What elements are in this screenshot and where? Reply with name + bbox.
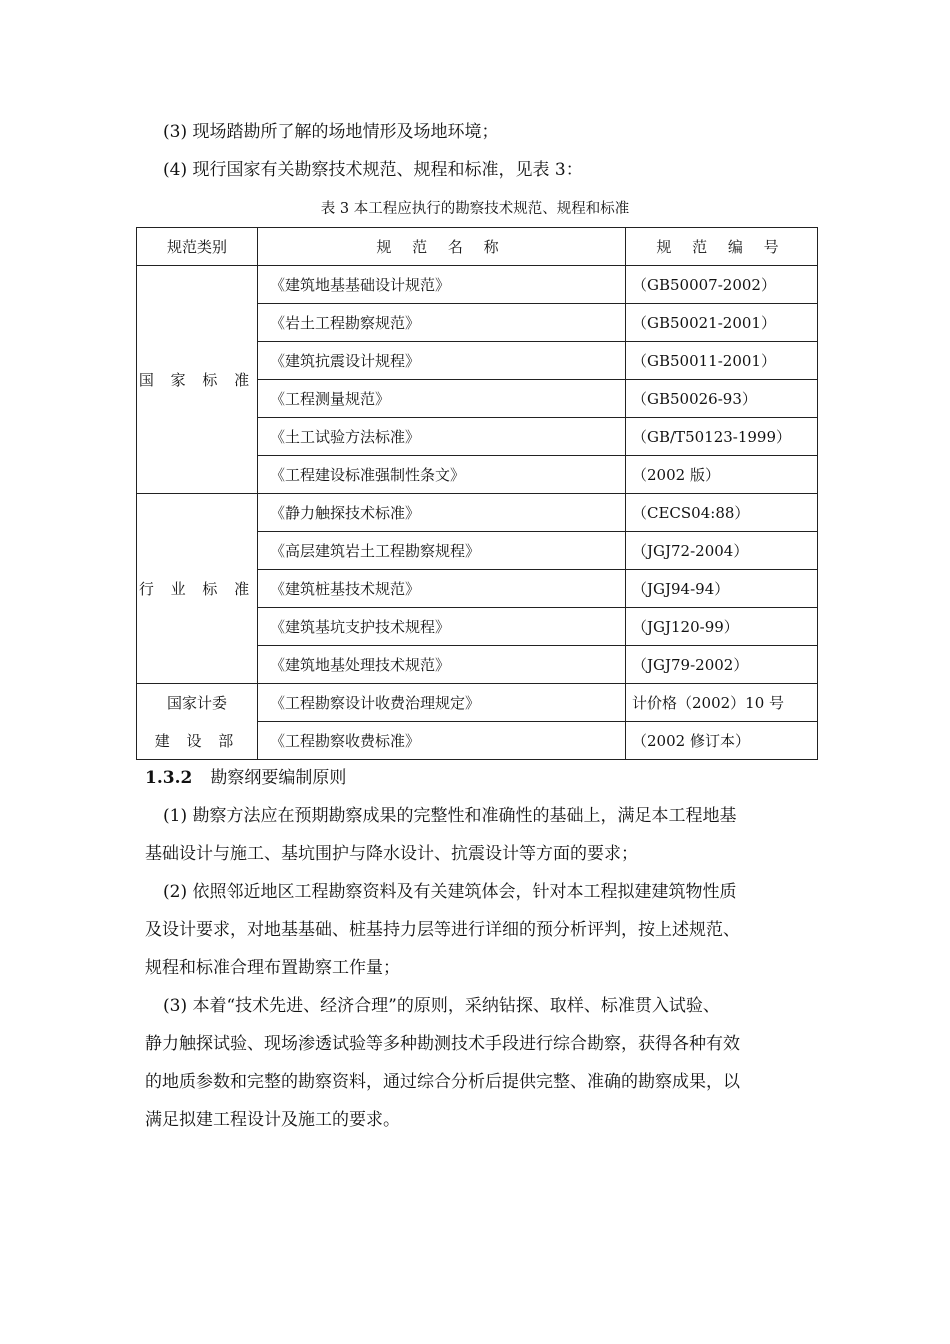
table-row	[137, 494, 818, 532]
section-number: 1.3.2	[145, 768, 193, 788]
category-planning-commission: 国家计委	[137, 684, 258, 722]
table-row	[137, 266, 818, 304]
standard-name: 《土工试验方法标准》	[258, 418, 626, 456]
category-construction-ministry: 建 设 部	[137, 722, 258, 760]
standard-name: 《建筑抗震设计规程》	[258, 342, 626, 380]
standard-name: 《建筑地基处理技术规范》	[258, 646, 626, 684]
standard-name: 《建筑地基基础设计规范》	[258, 266, 626, 304]
category-industry: 行 业 标 准	[137, 494, 258, 684]
principle-1-line-2: 基础设计与施工、基坑围护与降水设计、抗震设计等方面的要求；	[145, 844, 638, 864]
standard-code: 计价格（2002）10 号	[626, 684, 818, 722]
principle-3-line-1: (3) 本着“技术先进、经济合理”的原则，采纳钻探、取样、标准贯入试验、	[163, 996, 720, 1016]
standard-name: 《工程建设标准强制性条文》	[258, 456, 626, 494]
principle-3-line-4: 满足拟建工程设计及施工的要求。	[145, 1110, 400, 1130]
header-category: 规范类别	[137, 228, 258, 266]
standard-code: （GB50026-93）	[626, 380, 818, 418]
intro-item-4: (4) 现行国家有关勘察技术规范、规程和标准，见表 3：	[163, 160, 583, 180]
principle-1-line-1: (1) 勘察方法应在预期勘察成果的完整性和准确性的基础上，满足本工程地基	[163, 806, 737, 826]
principle-3-line-3: 的地质参数和完整的勘察资料，通过综合分析后提供完整、准确的勘察成果，以	[145, 1072, 740, 1092]
principle-2-line-1: (2) 依照邻近地区工程勘察资料及有关建筑体会，针对本工程拟建建筑物性质	[163, 882, 737, 902]
standard-name: 《工程勘察设计收费治理规定》	[258, 684, 626, 722]
principle-2-line-2: 及设计要求，对地基基础、桩基持力层等进行详细的预分析评判，按上述规范、	[145, 920, 740, 940]
category-national: 国 家 标 准	[137, 266, 258, 494]
standard-code: （GB50011-2001）	[626, 342, 818, 380]
standard-name: 《建筑桩基技术规范》	[258, 570, 626, 608]
standard-name: 《岩土工程勘察规范》	[258, 304, 626, 342]
table-caption: 表 3 本工程应执行的勘察技术规范、规程和标准	[320, 201, 630, 217]
standard-code: （JGJ94-94）	[626, 570, 818, 608]
section-heading	[145, 760, 810, 797]
table-row	[137, 684, 818, 722]
standard-code: （GB50021-2001）	[626, 304, 818, 342]
standard-code: （CECS04:88）	[626, 494, 818, 532]
standard-name: 《高层建筑岩土工程勘察规程》	[258, 532, 626, 570]
standard-code: （2002 版）	[626, 456, 818, 494]
section-title: 勘察纲要编制原则	[210, 768, 347, 788]
standard-code: （JGJ72-2004）	[626, 532, 818, 570]
standard-code: （GB/T50123-1999）	[626, 418, 818, 456]
standard-name: 《静力触探技术标准》	[258, 494, 626, 532]
principle-2-line-3: 规程和标准合理布置勘察工作量；	[145, 958, 400, 978]
standards-table	[136, 227, 818, 760]
standard-name: 《建筑基坑支护技术规程》	[258, 608, 626, 646]
standard-code: （JGJ120-99）	[626, 608, 818, 646]
header-code: 规 范 编 号	[626, 228, 818, 266]
table-header-row	[137, 228, 818, 266]
intro-item-3: (3) 现场踏勘所了解的场地情形及场地环境；	[163, 122, 499, 142]
standard-code: （2002 修订本）	[626, 722, 818, 760]
principle-3-line-2: 静力触探试验、现场渗透试验等多种勘测技术手段进行综合勘察，获得各种有效	[145, 1034, 740, 1054]
standard-name: 《工程勘察收费标准》	[258, 722, 626, 760]
table-row	[137, 722, 818, 760]
standard-code: （GB50007-2002）	[626, 266, 818, 304]
standard-name: 《工程测量规范》	[258, 380, 626, 418]
standard-code: （JGJ79-2002）	[626, 646, 818, 684]
header-name: 规 范 名 称	[258, 228, 626, 266]
